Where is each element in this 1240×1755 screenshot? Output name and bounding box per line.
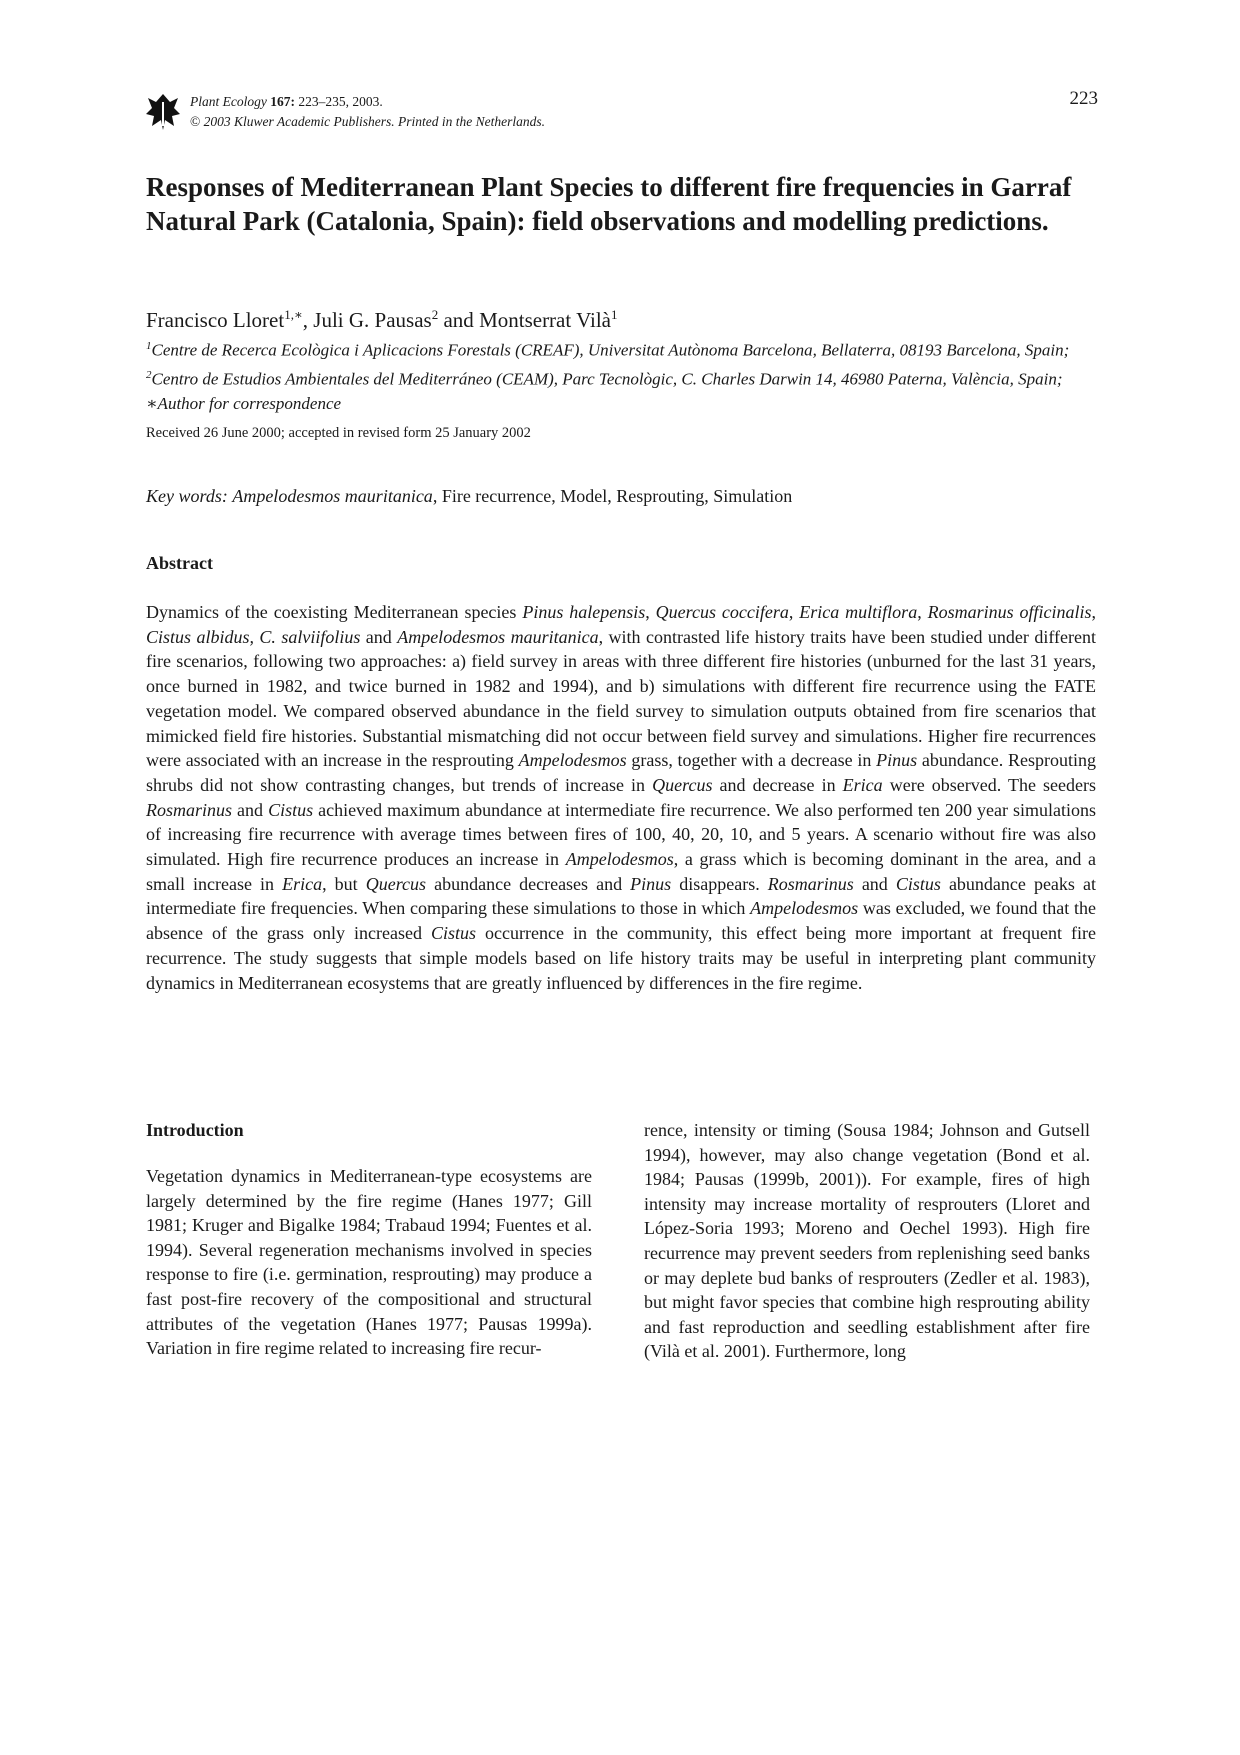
journal-header <box>146 88 1098 138</box>
abstract-segment: abundance peaks at intermediate fire frequencies. When comparing these simulations to those in which <box>146 873 1096 919</box>
keywords-label: Key words: <box>146 486 228 506</box>
abstract-segment: , <box>917 602 928 622</box>
abstract-segment: and decrease in <box>712 774 843 795</box>
abstract-segment: grass, together with a decrease in <box>626 750 877 771</box>
species-name: Cistus <box>895 873 941 894</box>
journal-line <box>190 92 545 112</box>
species-name: Pinus halepensis <box>522 602 646 622</box>
journal-name: Plant Ecology <box>190 94 267 109</box>
abstract-segment: achieved maximum abundance at intermediate fire recurrence. We also performed ten 200 year simulations of increasing fire recurrence with average times between fires of 100, 40, 20, 10, and 5 years. A scenario without fire was also simulated. High fire recurrence produces an increase in <box>146 799 1096 870</box>
received-dates: Received 26 June 2000; accepted in revised form 25 January 2002 <box>146 425 531 441</box>
journal-pages: 223–235, 2003. <box>294 94 383 109</box>
species-name: Pinus <box>876 750 918 771</box>
species-name: Cistus albidus, C. salviifolius <box>146 626 361 647</box>
page-number: 223 <box>1069 88 1098 109</box>
species-name: Rosmarinus <box>767 873 854 894</box>
intro-column-right <box>644 1118 1090 1364</box>
species-name: Cistus <box>268 799 314 820</box>
species-name: Quercus <box>365 873 427 894</box>
species-name: Ampelodesmos mauritanica <box>397 626 599 647</box>
copyright-text: 2003 Kluwer Academic Publishers. Printed in the Netherlands. <box>200 114 545 129</box>
affiliation-text: Centro de Estudios Ambientales del Mediterráneo (CEAM), Parc Tecnològic, C. Charles Darwin 14, 46980 Paterna, València, Spain; ∗Author for correspondence <box>146 369 1063 414</box>
intro-paragraph-continued: rence, intensity or timing (Sousa 1984; Johnson and Gutsell 1994), however, may also change vegetation (Bond et al. 1984; Pausas (1999b, 2001)). For example, fires of high intensity may increase mortality of resprouters (Lloret and López-Soria 1993; Moreno and Oechel 1993). High fire recurrence may prevent seeders from replenishing seed banks or may deplete bud banks of resprouters (Zedler et al. 1983), but might favor species that combine high resprouting ability and fast reproduction and seedling establishment after fire (Vilà et al. 2001). Furthermore, long <box>644 1120 1090 1362</box>
author-affiliation-mark: 1,∗ <box>284 307 303 322</box>
species-name: Erica <box>282 873 323 894</box>
abstract-segment: and <box>360 626 398 647</box>
introduction-heading: Introduction <box>146 1120 244 1140</box>
abstract-segment: occurrence in the community, this effect being more important at frequent fire recurrence. The study suggests that simple models based on life history traits may be useful in interpreting plant community dynamics in Mediterranean ecosystems that are greatly influenced by differences in the fire regime. <box>146 923 1096 993</box>
intro-paragraph: Vegetation dynamics in Mediterranean-type ecosystems are largely determined by the fire regime (Hanes 1977; Gill 1981; Kruger and Bigalke 1984; Trabaud 1994; Fuentes et al. 1994). Several regeneration mechanisms involved in species response to fire (i.e. germination, resprouting) may produce a fast post-fire recovery of the compositional and structural attributes of the vegetation (Hanes 1977; Pausas 1999a). Variation in fire regime related to increasing fire recur- <box>146 1166 592 1359</box>
species-name: Cistus <box>431 923 477 944</box>
abstract-segment: and <box>853 873 896 894</box>
intro-column-left <box>146 1118 592 1361</box>
affiliations <box>146 334 1096 416</box>
abstract-text <box>146 600 1096 995</box>
keywords <box>146 486 792 507</box>
copyright-line <box>190 112 545 132</box>
kluwer-logo-icon <box>146 92 180 132</box>
author-name: Montserrat Vilà <box>479 308 611 332</box>
species-name: Erica <box>842 774 883 795</box>
abstract-segment: Dynamics of the coexisting Mediterranean species <box>146 602 523 622</box>
abstract-heading: Abstract <box>146 553 213 573</box>
abstract-segment: abundance decreases and <box>426 873 631 894</box>
abstract-segment: , with contrasted life history traits have been studied under different fire scenarios, following two approaches: a) field survey in areas with three different fire histories (unburned for the last 31 years, once burned in 1982, and twice burned in 1982 and 1994), and b) simulations with different fire recurrence using the FATE vegetation model. We compared observed abundance in the field survey to simulation outputs obtained from fire scenarios that mimicked field fire histories. Substantial mismatching did not occur between field survey and simulations. Higher fire recurrences were associated with an increase in the resprouting <box>146 626 1096 771</box>
affiliation-mark: 1 <box>146 340 152 352</box>
abstract-segment: , <box>788 602 800 622</box>
author-affiliation-mark: 2 <box>431 307 439 322</box>
species-name: Erica multiflora <box>799 602 918 622</box>
journal-volume: 167: <box>270 94 295 109</box>
species-name: Ampelodesmos <box>750 898 859 919</box>
abstract-segment: abundance. Resprouting shrubs did not show contrasting changes, but trends of increase in <box>146 750 1097 795</box>
author-name: Francisco Lloret <box>146 308 285 332</box>
abstract-segment: , <box>645 602 656 622</box>
species-name: Ampelodesmos <box>565 849 674 870</box>
species-name: Ampelodesmos <box>518 750 627 771</box>
author-separator: , <box>302 308 314 332</box>
abstract-segment: were observed. The seeders <box>882 774 1096 795</box>
abstract-segment: , <box>1091 602 1097 622</box>
author-separator: and <box>438 308 480 332</box>
keywords-rest: , Fire recurrence, Model, Resprouting, Simulation <box>432 486 793 506</box>
abstract-segment: disappears. <box>671 873 768 894</box>
abstract-segment: was excluded, we found that the absence of the grass only increased <box>146 898 1096 944</box>
species-name: Quercus <box>652 774 713 795</box>
affiliation-text: Centre de Recerca Ecològica i Aplicacions Forestals (CREAF), Universitat Autònoma Barcelona, Bellaterra, 08193 Barcelona, Spain; <box>151 340 1070 360</box>
paper-title: Responses of Mediterranean Plant Species to different fire frequencies in Garraf Natural Park (Catalonia, Spain): field observations and modelling predictions. <box>146 172 1072 236</box>
species-name: Quercus coccifera <box>655 602 789 622</box>
species-name: Rosmarinus <box>146 799 233 820</box>
author-list <box>146 302 617 333</box>
copyright-symbol: © <box>190 114 201 129</box>
species-name: Rosmarinus officinalis <box>927 602 1092 622</box>
author-affiliation-mark: 1 <box>610 307 618 322</box>
abstract-segment: and <box>232 799 269 820</box>
abstract-segment: , a grass which is becoming dominant in the area, and a small increase in <box>146 849 1096 894</box>
abstract-segment: , but <box>322 873 366 894</box>
keyword-species: Ampelodesmos mauritanica <box>232 486 433 506</box>
species-name: Pinus <box>630 873 672 894</box>
affiliation-mark: 2 <box>146 368 152 381</box>
journal-citation <box>190 92 545 132</box>
author-name: Juli G. Pausas <box>313 308 432 332</box>
